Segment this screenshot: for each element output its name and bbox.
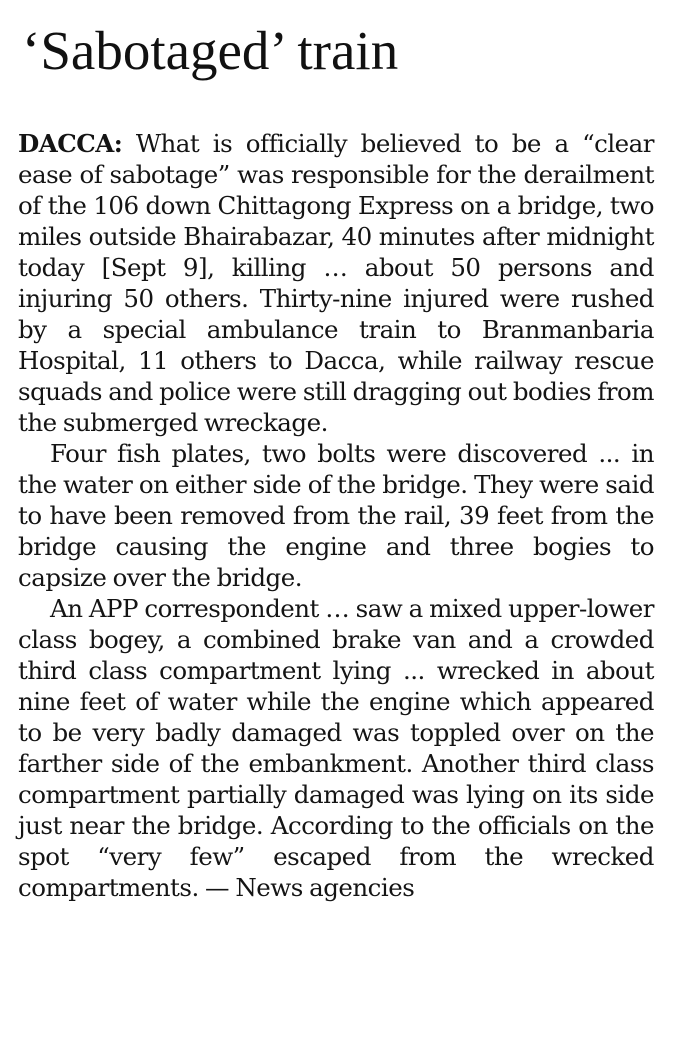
article-body [18,128,654,903]
paragraph-3: An APP correspondent … saw a mixed upper-lower class bogey, a combined brake van and a crowded third class compartment lying ... wrecked in about nine feet of water while the engine which appeared to be very badly damaged was toppled over on the farther side of the embankment. Another third class compartment partially damaged was lying on its side just near the bridge. According to the officials on the spot “very few” escaped from the wrecked compartments. — News agencies [18,594,654,902]
paragraph-1 [18,128,654,438]
paragraph-2: Four fish plates, two bolts were discovered ... in the water on either side of the bridge. They were said to have been removed from the rail, 39 feet from the bridge causing the engine and three bogies to capsize over the bridge. [18,439,654,592]
dateline: DACCA: [18,129,123,158]
headline: ‘Sabotaged’ train [22,20,399,81]
paragraph-1-text: What is officially believed to be a “clear ease of sabotage” was responsible for the derailment of the 106 down Chittagong Express on a bridge, two miles outside Bhairabazar, 40 minutes after midnight today [Sept 9], killing … about 50 persons and injuring 50 others. Thirty-nine injured were rushed by a special ambulance train to Branmanbaria Hospital, 11 others to Dacca, while railway rescue squads and police were still dragging out bodies from the submerged wreckage. [18,129,654,437]
